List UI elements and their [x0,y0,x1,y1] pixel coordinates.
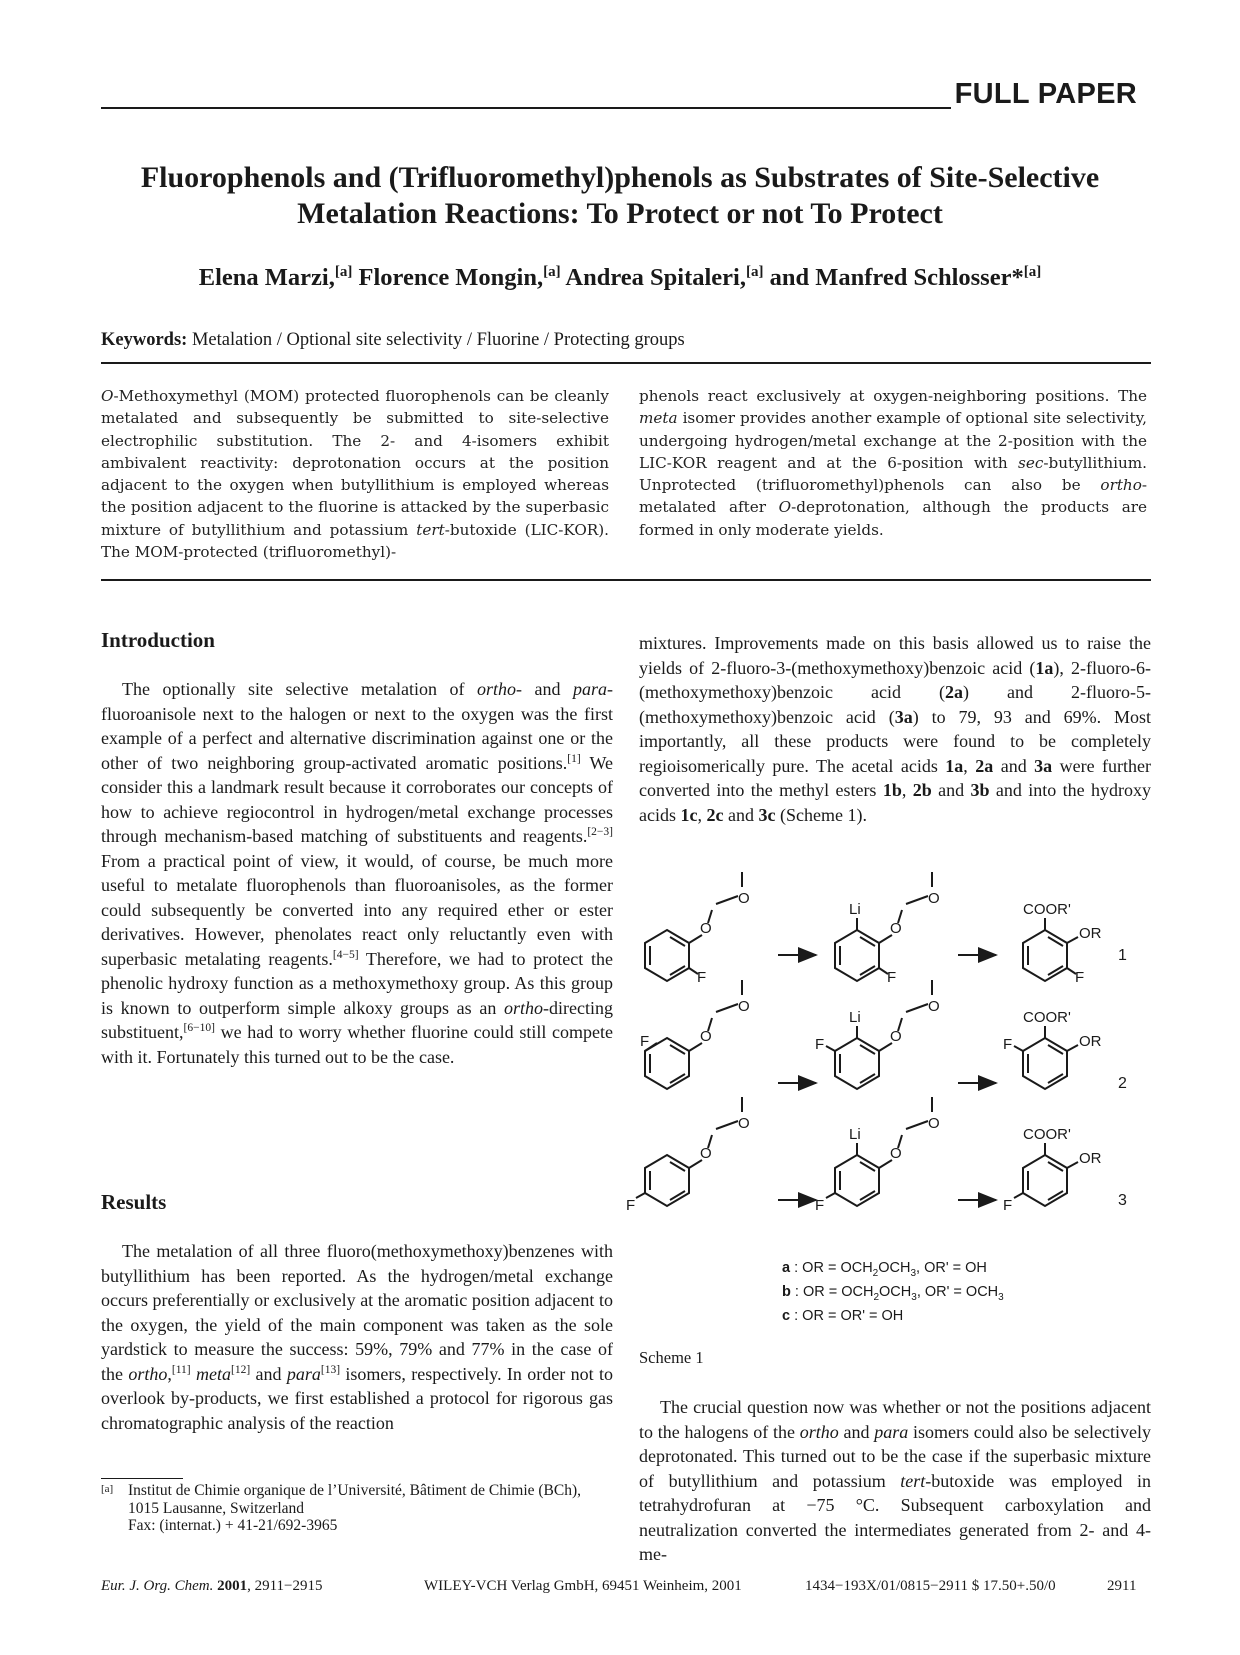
abstract-right [639,385,1147,541]
legend-text: OCH [878,1260,911,1276]
body-text: Therefore, we had to protect the phenolic hydroxy function as a methoxymethoxy group. As this group is known to outperform simple alkoxy groups as an [101,948,613,1018]
affiliation-footnote [101,1482,611,1535]
italic-term: meta [639,409,678,428]
body-text: We consider this a landmark result because it corroborates our concepts of how to achieve regiocontrol in hydrogen/metal exchange processes through mechanism-based matching of substituents and reagents. [101,752,614,846]
body-text: -butoxide was employed in tetrahydrofuran at −75 °C. Subsequent carboxylation and neutralization converted the intermediates generated from 2- and 4-me- [639,1470,1151,1564]
atom-label: F [626,1197,636,1214]
body-text: The metalation of all three fluoro(methoxymethoxy)benzenes with butyllithium has been reported. As the hydrogen/metal exchange occurs preferentially or exclusively at the aromatic position adjacent to the oxygen, the yield of the main component was taken as the sole yardstick to measure the success: 59%, 79% and 77% in the case of the [101,1241,613,1384]
abstract-text: -deprotonation, although the products are formed in only moderate yields. [639,498,1147,539]
atom-label: O [890,1145,902,1162]
atom-label: F [1003,1036,1013,1053]
keywords-value: Metalation / Optional site selectivity / Fluorine / Protecting groups [191,330,685,350]
italic-term: ortho [128,1363,168,1384]
atom-label: F [640,1033,650,1050]
journal-name: Eur. J. Org. Chem. [101,1578,214,1594]
body-text: and [723,804,759,825]
legend-text: : OR = OCH [790,1260,873,1276]
body-text: ) and 2-fluoro-5-(methoxymethoxy)benzoic acid ( [639,682,1151,727]
body-text: isomers, respectively. In order not to overlook by-products, we first established a protocol for rigorous gas chromatographic analysis of the reaction [101,1363,613,1433]
compound-label: 3b [970,780,990,800]
body-text: and [838,1421,875,1442]
keywords-label: Keywords: [101,330,188,350]
author-list [100,264,1140,292]
italic-term: tert [416,520,445,539]
abstract-rule [101,579,1151,581]
abstract-text: phenols react exclusively at oxygen-neighboring positions. The [639,387,1147,405]
italic-term: para [573,679,608,699]
italic-term: ortho [1100,476,1142,495]
body-text: -fluoroanisole next to the halogen or next to the oxygen was the first example of a perfect and alternative discrimination against one or the other of two neighboring group-activated aromatic positions. [101,679,614,773]
atom-label: O [738,1115,750,1132]
legend-subscript: 2 [873,1292,880,1303]
body-text: , [697,804,707,825]
atom-label: F [697,969,707,986]
author-affil: [a] [334,264,353,280]
body-text: and [993,755,1035,776]
author-affil: [a] [746,264,764,280]
atom-label: F [815,1197,825,1214]
journal-pages: , 2911−2915 [247,1578,323,1594]
abstract-text: isomer provides another example of optional site selectivity, undergoing hydrogen/metal exchange at the 2-position with the LIC-KOR reagent and at the 6-position with [639,409,1147,472]
body-text: , [901,780,913,800]
author-name: Elena Marzi, [198,264,335,292]
keywords [101,330,685,351]
author-name: Andrea Spitaleri, [565,264,746,292]
atom-label: F [1075,969,1085,986]
atom-label: O [738,998,750,1015]
compound-label: 2a [944,682,963,702]
legend-text: : OR = OCH [790,1284,874,1300]
atom-label: Li [849,1126,861,1143]
legend-subscript: 3 [998,1292,1004,1303]
title-line-1: Fluorophenols and (Trifluoromethyl)phenols as Substrates of Site-Selective [140,161,1100,194]
benzene-ring [1023,1155,1067,1206]
legend-text: , OR' = OCH [916,1284,999,1300]
benzene-ring [645,1155,689,1206]
body-text: - and [515,679,573,699]
body-text: From a practical point of view, it would, of course, be much more useful to metalate fluorophenols than fluoroanisoles, as the former could subsequently be converted into any required ether or ester derivatives. However, phenolates react only reluctantly even with superbasic metalating reagents. [101,850,613,969]
italic-term: meta [195,1363,231,1384]
compound-label: 1c [680,804,698,825]
legend-key: a [782,1260,791,1276]
footer-citation [101,1578,323,1595]
author-affil: [a] [1023,264,1042,280]
section-label: FULL PAPER [954,78,1137,110]
keywords-rule [101,362,1151,364]
atom-label: Li [849,901,861,918]
legend-subscript: 3 [911,1292,917,1303]
compound-label: 2c [706,804,724,825]
citation: [2−3] [587,826,613,838]
benzene-ring [1023,1038,1067,1089]
journal-year: 2001 [217,1578,248,1594]
results-paragraph: The metalation of all three fluoro(methoxymethoxy)benzenes with butyllithium has been reported. As the hydrogen/metal exchange occurs preferentially or exclusively at the aromatic position adjacent to the oxygen, the yield of the main component was taken as the sole yardstick to measure the success: 59%, 79% and 77% in the case of the ortho,[11] meta[12] and para[13] isomers, respectively. In order not to overlook by-products, we first established a protocol for rigorous gas chromatographic analysis of the reaction [101,1241,613,1433]
body-text: The crucial question now was whether or not the positions adjacent to the halogens of the [639,1397,1151,1442]
compound-label: 3c [758,804,776,825]
body-text: The optionally site selective metalation of [122,679,477,699]
footnote-line: Fax: (internat.) + 41-21/692-3965 [128,1517,338,1534]
atom-label: OR [1079,925,1102,942]
italic-term: O [778,498,792,517]
page-number: 2911 [1107,1578,1137,1594]
atom-label: O [700,920,712,937]
atom-label: COOR' [1023,1009,1071,1026]
atom-label: O [700,1028,712,1045]
footnote-line: Institut de Chimie organique de l’Université, Bâtiment de Chimie (BCh), [128,1482,582,1499]
italic-term: O [101,387,114,405]
legend-key: c [782,1308,791,1324]
body-text: (Scheme 1). [775,804,867,825]
header-rule [101,107,951,109]
body-text: , [963,755,976,776]
body-text: we had to worry whether fluorine could still compete with it. Fortunately this turned out to be the case. [101,1022,613,1067]
citation: [12] [230,1363,251,1376]
footnote-line: 1015 Lausanne, Switzerland [128,1499,305,1517]
atom-label: OR [1079,1150,1102,1167]
legend-text: , OR' = OH [916,1260,987,1276]
body-text: were further converted into the methyl esters [639,755,1151,800]
italic-term: ortho [476,679,516,699]
scheme-legend [782,1260,1004,1324]
abstract-text: -butoxide (LIC-KOR). The MOM-protected (trifluoromethyl)- [101,520,609,562]
atom-label: COOR' [1023,901,1071,918]
compound-label: 1a [1035,657,1054,678]
citation: [13] [320,1363,341,1376]
compound-label: 3a [894,706,913,727]
crucial-paragraph [639,1395,1151,1567]
abstract-text: -butyllithium. Unprotected (trifluoromethyl)phenols can also be [639,453,1147,495]
compound-label: 1b [882,780,902,800]
atom-label: O [928,998,940,1015]
atom-label: O [890,920,902,937]
compound-number: 3 [1118,1192,1127,1209]
atom-label: F [1003,1197,1013,1214]
benzene-ring [1023,930,1067,981]
paper-title [100,160,1140,232]
title-line-2: Metalation Reactions: To Protect or not To Protect [297,197,943,230]
section-heading-introduction: Introduction [101,628,215,652]
atom-label: F [815,1036,825,1053]
section-heading-results: Results [101,1190,167,1214]
compound-label: 2a [975,755,994,776]
italic-term: tert [900,1470,926,1491]
footnote-rule [101,1478,183,1479]
body-text: and [250,1363,287,1384]
italic-term: ortho [504,997,544,1018]
author-name: Florence Mongin, [358,264,544,292]
citation: [4−5] [332,948,359,961]
italic-term: ortho [799,1421,839,1442]
compound-label: 1a [945,755,964,776]
benzene-ring [835,930,879,981]
atom-label: OR [1079,1033,1102,1050]
intro-paragraph [101,677,613,1069]
abstract-text: -metalated after [639,476,1147,517]
italic-term: sec [1018,453,1044,472]
abstract-left [101,385,609,563]
right-column-paragraph [639,631,1151,827]
atom-label: Li [849,1009,861,1026]
italic-term: para [286,1363,321,1384]
body-text: mixtures. Improvements made on this basis allowed us to raise the yields of 2-fluoro-3-(methoxymethoxy)benzoic acid ( [639,633,1151,678]
benzene-ring [645,930,689,981]
atom-label: COOR' [1023,1126,1071,1143]
legend-subscript: 3 [910,1268,917,1279]
citation: [11] [171,1363,191,1376]
citation: [1] [567,752,581,765]
author-affil: [a] [543,264,561,280]
scheme-caption: Scheme 1 [639,1348,704,1367]
body-text: isomers could also be selectively deprotonated. This turned out to be the case if the superbasic mixture of butyllithium and potassium [639,1421,1151,1491]
legend-line-c [782,1308,903,1324]
legend-subscript: 2 [872,1268,879,1279]
compound-label: 3a [1034,755,1053,776]
legend-line-b [782,1284,1004,1303]
compound-number: 2 [1118,1075,1127,1092]
benzene-ring [835,1038,879,1089]
footer-publisher: WILEY-VCH Verlag GmbH, 69451 Weinheim, 2001 [424,1578,742,1594]
footnote-mark: [a] [101,1483,114,1495]
legend-line-a [782,1260,987,1279]
benzene-ring [835,1155,879,1206]
legend-text: OCH [879,1284,912,1300]
legend-text: : OR = OR' = OH [790,1308,904,1324]
atom-label: O [738,890,750,907]
body-text: and into the hydroxy acids [639,780,1152,825]
abstract-text: -Methoxymethyl (MOM) protected fluorophenols can be cleanly metalated and subsequently be submitted to site-selective electrophilic substitution. The 2- and 4-isomers exhibit ambivalent reactivity: deprotonation occurs at the position adjacent to the oxygen when butyllithium is employed whereas the position adjacent to the fluorine is attacked by the superbasic mixture of butyllithium and potassium [101,387,609,539]
citation: [6−10] [183,1022,215,1034]
italic-term: para [874,1421,909,1442]
body-text: ) to 79, 93 and 69%. Most importantly, all these products were found to be completely regioisomerically pure. The acetal acids [639,706,1151,776]
body-text: -directing substituent, [101,997,613,1042]
atom-label: O [890,1028,902,1045]
scheme-1-figure [626,870,1150,1324]
atom-label: F [887,969,897,986]
atom-label: O [928,890,940,907]
footer-issn: 1434−193X/01/0815−2911 $ 17.50+.50/0 [805,1578,1056,1594]
atom-label: O [928,1115,940,1132]
body-text: ), 2-fluoro-6-(methoxymethoxy)benzoic acid ( [639,657,1152,702]
compound-number: 1 [1118,947,1127,964]
compound-label: 2b [912,780,932,800]
atom-label: O [700,1145,712,1162]
author-name: and Manfred Schlosser* [769,264,1024,292]
legend-key: b [782,1284,791,1300]
body-text: and [931,780,971,800]
